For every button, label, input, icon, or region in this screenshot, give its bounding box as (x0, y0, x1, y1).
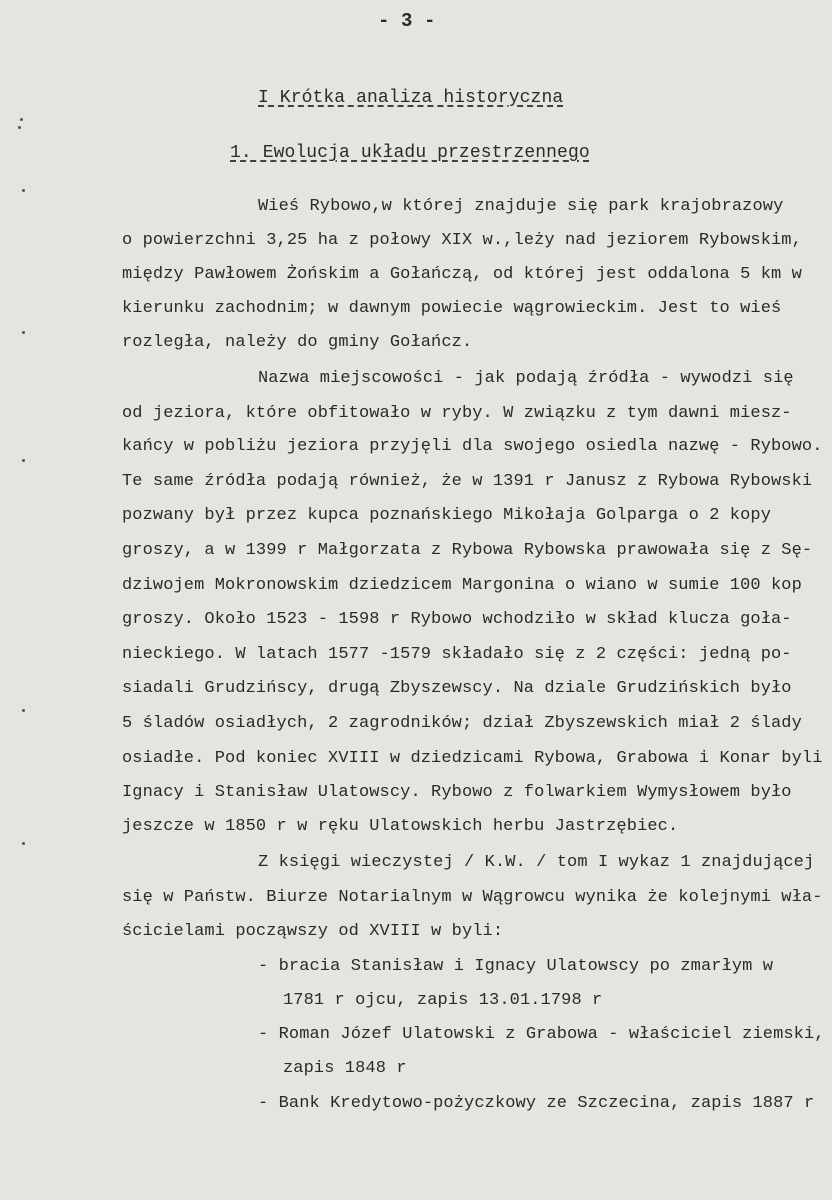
list-item-continuation: 1781 r ojcu, zapis 13.01.1798 r (283, 991, 603, 1010)
text-line: siadali Grudzińscy, drugą Zbyszewscy. Na dziale Grudzińskich było (122, 679, 792, 698)
text-line: między Pawłowem Żońskim a Gołańczą, od której jest oddalona 5 km w (122, 265, 802, 284)
text-line: Te same źródła podają również, że w 1391 r Janusz z Rybowa Rybowski (122, 472, 813, 491)
margin-mark (22, 709, 25, 712)
text-line: Nazwa miejscowości - jak podają źródła - wywodzi się (258, 369, 794, 388)
text-line: groszy, a w 1399 r Małgorzata z Rybowa Rybowska prawowała się z Sę- (122, 541, 813, 560)
text-line: Wieś Rybowo,w której znajduje się park krajobrazowy (258, 197, 784, 216)
text-line: dziwojem Mokronowskim dziedzicem Margonina o wiano w sumie 100 kop (122, 576, 802, 595)
list-item-continuation: zapis 1848 r (283, 1059, 407, 1078)
margin-mark (18, 126, 21, 129)
text-line: ścicielami począwszy od XVIII w byli: (122, 922, 504, 941)
margin-mark (22, 842, 25, 845)
text-line: kańcy w pobliżu jeziora przyjęli dla swojego osiedla nazwę - Rybowo. (122, 437, 823, 456)
text-line: się w Państw. Biurze Notarialnym w Wągrowcu wynika że kolejnymi wła- (122, 888, 823, 907)
text-line: Z księgi wieczystej / K.W. / tom I wykaz 1 znajdującej (258, 853, 815, 872)
text-line: kierunku zachodnim; w dawnym powiecie wągrowieckim. Jest to wieś (122, 299, 782, 318)
text-line: jeszcze w 1850 r w ręku Ulatowskich herbu Jastrzębiec. (122, 817, 679, 836)
margin-mark (22, 189, 25, 192)
text-line: o powierzchni 3,25 ha z połowy XIX w.,leży nad jeziorem Rybowskim, (122, 231, 802, 250)
text-line: groszy. Około 1523 - 1598 r Rybowo wchodziło w skład klucza goła- (122, 610, 792, 629)
margin-mark (20, 118, 23, 121)
margin-mark (22, 331, 25, 334)
text-line: od jeziora, które obfitowało w ryby. W związku z tym dawni miesz- (122, 404, 792, 423)
margin-mark (22, 459, 25, 462)
text-line: rozległa, należy do gminy Gołańcz. (122, 333, 473, 352)
list-item: - bracia Stanisław i Ignacy Ulatowscy po zmarłym w (258, 957, 774, 976)
text-line: osiadłe. Pod koniec XVIII w dziedzicami Rybowa, Grabowa i Konar byli (122, 749, 823, 768)
list-item: - Bank Kredytowo-pożyczkowy ze Szczecina, zapis 1887 r (258, 1094, 815, 1113)
text-line: 5 śladów osiadłych, 2 zagrodników; dział Zbyszewskich miał 2 ślady (122, 714, 802, 733)
subsection-title: 1. Ewolucja układu przestrzennego (230, 143, 590, 163)
text-line: nieckiego. W latach 1577 -1579 składało się z 2 części: jedną po- (122, 645, 792, 664)
list-item: - Roman Józef Ulatowski z Grabowa - właściciel ziemski, (258, 1025, 825, 1044)
page-number: - 3 - (378, 10, 436, 32)
text-line: Ignacy i Stanisław Ulatowscy. Rybowo z folwarkiem Wymysłowem było (122, 783, 792, 802)
section-title: I Krótka analiza historyczna (258, 88, 564, 108)
text-line: pozwany był przez kupca poznańskiego Mikołaja Golparga o 2 kopy (122, 506, 772, 525)
